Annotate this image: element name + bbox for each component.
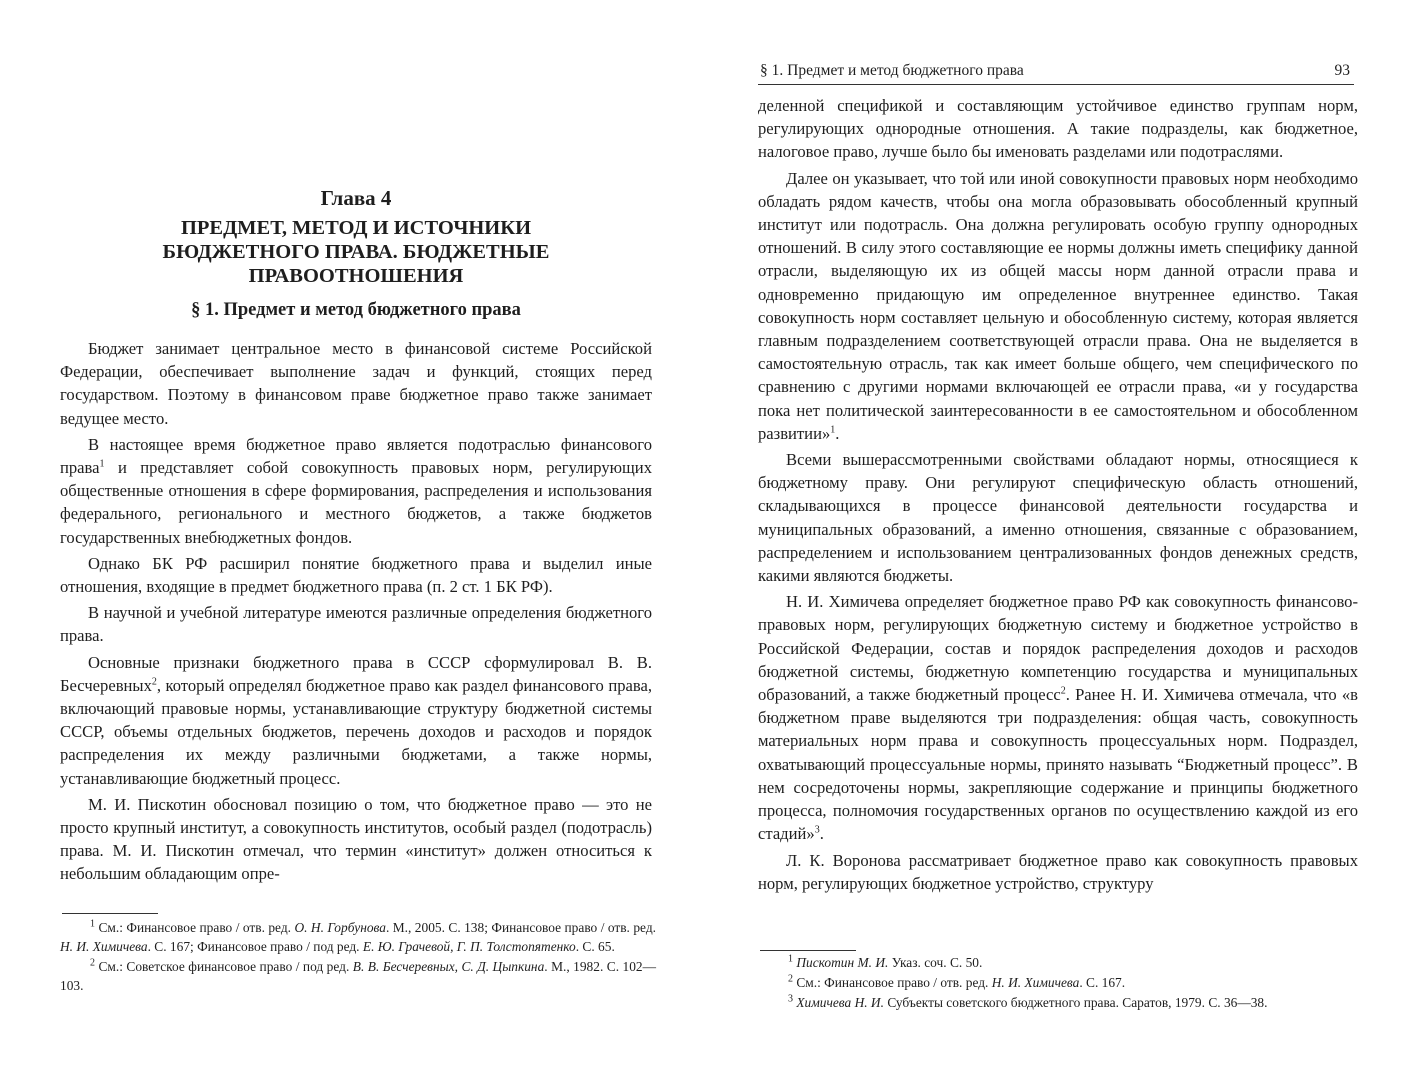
footnote-author: В. В. Бесчеревных, С. Д. Цыпкина — [352, 959, 545, 974]
right-page — [704, 0, 1408, 1080]
footnote-author: Н. И. Химичева — [991, 975, 1080, 990]
paragraph-text: В настоящее время бюджетное право является подотраслью финансового права — [60, 434, 652, 478]
footnote-text: . С. 65. — [575, 939, 615, 954]
right-body-text — [758, 94, 1358, 898]
paragraph-text: Далее он указывает, что той или иной совокупности правовых норм необходимо обладать рядом качеств, чтобы она могла образовывать обособленный крупный институт или подотрасль. Она должна регулировать особую группу однородных отношений. В силу этого составляющие ее нормы должны иметь специфику данной отрасли, выделяющую их из общей массы норм данной отрасли права и одновременно придающую им определенное внутреннее единство. Такая совокупность норм составляет цельную и обособленную систему, которая является главным подразделением соответствующей отрасли права. Она не выделяется в самостоятельную отрасль, так как имеет больше общего, чем специфического по сравнению с другими нормами включающей ее отрасли права, «и у государства пока нет политической заинтересованности в ее самостоятельном и обособленном развитии» — [758, 168, 1358, 443]
footnote-text: См.: Советское финансовое право / под ред. — [98, 959, 353, 974]
paragraph-text: Основные признаки бюджетного права в СССР сформулировал В. В. Бесчеревных — [60, 652, 652, 695]
paragraph-text: и представляет собой совокупность правовых норм, регулирующих общественные отношения в сфере формирования, распределения и использования федерального, регионального и местного бюджетов, а также бюджетов государственных внебюджетных фондов. — [60, 458, 652, 547]
running-head — [758, 60, 1354, 85]
footnote-number: 3 — [788, 993, 793, 1005]
paragraph: Л. К. Воронова рассматривает бюджетное право как совокупность правовых норм, регулирующих бюджетное устройство, структуру — [758, 850, 1358, 893]
footnote-mark: 1 — [830, 424, 836, 436]
footnote-text: Субъекты советского бюджетного права. Саратов, 1979. С. 36—38. — [883, 995, 1268, 1010]
footnote-mark: 3 — [814, 824, 820, 836]
footnote-text: . С. 167; Финансовое право / под ред. — [147, 939, 363, 954]
footnote — [60, 957, 656, 995]
footnote-author: О. Н. Горбунова — [294, 920, 386, 935]
footnote-author: Н. И. Химичева — [60, 939, 148, 954]
paragraph: М. И. Пискотин обосновал позицию о том, что бюджетное право — это не просто крупный институт, а совокупность институтов, особый раздел (подотрасль) права. М. И. Пискотин отмечал, что термин «институт» должен относиться к небольшим обладающим опре- — [60, 794, 652, 884]
footnote — [758, 953, 1358, 972]
paragraph-text: . — [835, 423, 840, 443]
footnote-text: См.: Финансовое право / отв. ред. — [98, 920, 295, 935]
paragraph — [758, 167, 1358, 445]
footnote-mark: 2 — [151, 676, 157, 688]
footnote-text: . С. 167. — [1079, 975, 1126, 990]
paragraph-text: Н. И. Химичева определяет бюджетное право РФ как совокупность финансово-правовых норм, регулирующих бюджетную систему и бюджетное устройство в Российской Федерации, состав и порядок распределения доходов и расходов бюджетной системы, бюджетную компетенцию государства и муниципальных образований, а также бюджетный процесс — [758, 592, 1358, 705]
paragraph-text: . — [819, 824, 824, 844]
chapter-title-line: БЮДЖЕТНОГО ПРАВА. БЮДЖЕТНЫЕ — [162, 241, 550, 263]
footnote-text: См.: Финансовое право / отв. ред. — [796, 975, 992, 990]
footnote-author: Химичева Н. И. — [796, 995, 884, 1010]
paragraph: Бюджет занимает центральное место в финансовой системе Российской Федерации, обеспечивает выполнение задач и функций, стоящих перед государством. Поэтому в финансовом праве бюджетное право также занимает ведущее место. — [60, 339, 652, 428]
paragraph — [60, 433, 652, 549]
paragraph-text: . Ранее Н. И. Химичева отмечала, что «в бюджетном праве выделяются три подразделения: общая часть, совокупность материальных норм права и совокупность процессуальных норм. Подраздел, охватывающий процессуальные нормы, принято называть “Бюджетный процесс”. В нем сосредоточены нормы, закрепляющие содержание и принципы бюджетного процесса, полномочия государственных органов по осуществлению каждой из его стадий» — [758, 685, 1358, 844]
page-number: 93 — [1334, 62, 1350, 79]
footnote-text: . М., 2005. С. 138; Финансовое право / отв. ред. — [385, 920, 656, 935]
paragraph: Однако БК РФ расширил понятие бюджетного права и выделил иные отношения, входящие в предмет бюджетного права (п. 2 ст. 1 БК РФ). — [60, 553, 652, 597]
left-body-text — [60, 337, 652, 889]
footnote-number: 1 — [90, 918, 95, 930]
paragraph — [758, 590, 1358, 845]
chapter-title-line: ПРЕДМЕТ, МЕТОД И ИСТОЧНИКИ — [180, 217, 532, 239]
footnote-text: . М., 1982. С. 102—103. — [60, 959, 656, 993]
footnote-author: Е. Ю. Грачевой, Г. П. Толстопятенко — [362, 939, 576, 954]
footnote — [60, 918, 656, 956]
chapter-title-line: ПРАВООТНОШЕНИЯ — [248, 265, 464, 287]
footnote-text: Указ. соч. С. 50. — [888, 955, 983, 970]
right-footnotes — [758, 953, 1358, 1013]
footnote-number: 2 — [90, 957, 95, 969]
footnote-mark: 2 — [1060, 685, 1066, 697]
footnote-divider — [760, 950, 856, 951]
paragraph: Всеми вышерассмотренными свойствами обладают нормы, относящиеся к бюджетному праву. Они регулируют специфическую область отношений, складывающихся в процессе финансовой деятельности государства и муниципальных образований, а именно отношения, связанные с образованием, распределением и использованием централизованных фондов денежных средств, какими являются бюджеты. — [758, 450, 1358, 586]
running-head-title: § 1. Предмет и метод бюджетного права — [760, 62, 1024, 79]
paragraph: В научной и учебной литературе имеются различные определения бюджетного права. — [60, 603, 652, 646]
paragraph: деленной спецификой и составляющим устойчивое единство группам норм, регулирующих однородные отношения. А такие подразделы, как бюджетное, налоговое право, лучше было бы именовать разделами или подотраслями. — [758, 96, 1358, 162]
left-footnotes — [60, 918, 656, 996]
paragraph-text: , который определял бюджетное право как раздел финансового права, включающий правовые нормы, устанавливающие структуру бюджетной системы СССР, объемы отдельных бюджетов, перечень доходов и расходов и порядок распределения их между различными бюджетами, а также нормы, устанавливающие бюджетный процесс. — [60, 675, 652, 788]
footnote-number: 2 — [788, 973, 793, 985]
footnote-divider — [62, 913, 158, 914]
footnote-author: Пискотин М. И. — [796, 955, 889, 970]
footnote-number: 1 — [788, 953, 793, 965]
footnote — [758, 973, 1358, 992]
section-heading: § 1. Предмет и метод бюджетного права — [191, 300, 521, 320]
footnote-mark: 1 — [99, 458, 105, 470]
chapter-label: Глава 4 — [320, 186, 392, 210]
chapter-title — [60, 216, 652, 288]
footnote — [758, 993, 1358, 1012]
paragraph — [60, 651, 652, 790]
